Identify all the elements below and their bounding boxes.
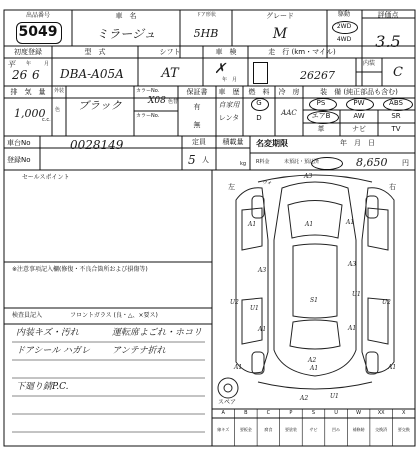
- category-value: 自家用: [218, 101, 240, 109]
- recycle-unit: 円: [402, 159, 409, 167]
- damage-mark-14: U2: [382, 299, 391, 306]
- diagram-left-label: 左: [228, 183, 235, 191]
- glass-label: フロントガラス (良・△、×要ス): [70, 312, 158, 319]
- legend-code: X: [402, 410, 406, 416]
- spare-label: スペア: [218, 399, 237, 406]
- legend-description: 要塗装: [284, 427, 297, 432]
- legend-code: U: [334, 410, 338, 416]
- inspector-note-1: 内装キズ・汚れ: [16, 328, 79, 338]
- equip-tv: TV: [391, 125, 401, 133]
- drive-4wd: 4WD: [336, 36, 352, 43]
- capacity-unit: 人: [202, 156, 209, 164]
- mileage-value: 26267: [300, 69, 335, 82]
- legend-description: 線キズ: [217, 427, 230, 432]
- legend-code: A: [221, 410, 225, 416]
- legend-code: S: [311, 410, 316, 416]
- damage-mark-2: A3: [304, 173, 313, 180]
- fuel-diesel: D: [256, 114, 262, 122]
- recycle-status: 未預託・預託済: [284, 159, 320, 165]
- legend-description: 腐食: [264, 427, 273, 432]
- model-label: 型 式: [84, 48, 106, 56]
- legend-description: 要板金: [239, 427, 252, 432]
- door-label: ドア形状: [196, 12, 216, 18]
- recycle-status-circle: [311, 157, 343, 170]
- damage-mark-12: A1: [258, 326, 267, 333]
- colorno-label: カラーNo.: [136, 88, 160, 94]
- score-value: 3.5: [375, 32, 401, 51]
- month-unit: 月: [44, 61, 50, 67]
- equip-navi: ナビ: [352, 125, 366, 133]
- damage-mark-10: S1: [310, 297, 318, 304]
- legend-description: 要交換: [397, 427, 410, 432]
- equip-airbag: エアB: [311, 112, 331, 120]
- load-label: 積載量: [222, 138, 244, 146]
- damage-mark-15: A1: [234, 364, 243, 371]
- legend-code: B: [244, 410, 248, 416]
- equip-sr: SR: [391, 112, 401, 120]
- exterior-label: 外装: [54, 88, 65, 94]
- legend-code: XX: [377, 410, 385, 416]
- inspector-note-3: 下廻り錆P.C.: [16, 382, 69, 392]
- mileage-checkbox: [253, 62, 268, 84]
- color-value: ブラック: [78, 99, 122, 112]
- inspector-note-right-1: 運転席よごれ・ホコリ: [112, 328, 203, 338]
- damage-mark-5: A1: [346, 219, 355, 226]
- fuel-label: 燃 料: [248, 88, 270, 96]
- damage-mark-3: A1: [248, 221, 257, 228]
- displacement-value: 1,000: [14, 107, 46, 120]
- chassis-label: 車台No: [7, 139, 31, 147]
- damage-mark-8: U2: [230, 299, 239, 306]
- capacity-label: 定員: [192, 138, 206, 146]
- diagram-right-label: 右: [389, 183, 396, 191]
- repaint-label: 色替: [168, 99, 179, 105]
- warranty-label: 保証書: [186, 88, 208, 96]
- car-diagram: [218, 175, 397, 398]
- damage-mark-11: A2: [308, 357, 317, 364]
- load-unit: kg: [240, 161, 247, 167]
- damage-mark-20: U1: [330, 393, 339, 400]
- damage-mark-4: A1: [305, 221, 314, 228]
- legend-description: 補修跡: [352, 427, 365, 432]
- month-value: 6: [32, 68, 40, 82]
- inspector-note-right-2: アンテナ折れ: [112, 346, 166, 356]
- legend-code: W: [356, 410, 362, 416]
- inspection-value: ✗: [214, 61, 226, 77]
- warranty-no: 無: [193, 121, 201, 129]
- interior-label: 内装: [362, 60, 376, 67]
- lot-number: 5049: [18, 24, 58, 40]
- car-name-value: ミラージュ: [96, 27, 156, 41]
- damage-mark-9: U1: [250, 305, 259, 312]
- legend-code: P: [289, 410, 293, 416]
- mileage-label: 走 行 (km・マイル): [268, 48, 336, 56]
- ac-label: 冷 房: [278, 88, 300, 96]
- capacity-value: 5: [188, 153, 196, 167]
- score-label: 評価点: [377, 11, 399, 19]
- grade-value: M: [272, 26, 288, 42]
- equip-pw: PW: [353, 99, 365, 107]
- inspection-unit: 年 月: [222, 77, 238, 83]
- deadline-label: 名変期限: [256, 139, 288, 148]
- warranty-yes: 有: [193, 103, 201, 111]
- inspector-label: 検査員記入: [12, 312, 43, 319]
- inspector-note-2: ドアシール ハガレ: [16, 346, 91, 356]
- year-unit: 年: [26, 61, 32, 67]
- sales-points-label: セールスポイント: [22, 174, 70, 181]
- drive-2wd: 2WD: [336, 23, 352, 30]
- legend-description: 凹み: [332, 427, 341, 432]
- damage-mark-6: A3: [258, 267, 267, 274]
- damage-mark-16: A1: [388, 364, 397, 371]
- damage-mark-17: U1: [352, 291, 361, 298]
- model-value: DBA-A05A: [60, 67, 124, 81]
- chassis-value: 0028149: [70, 138, 124, 152]
- first-reg-label: 初度登録: [14, 48, 42, 56]
- legend-description: サビ: [309, 427, 318, 432]
- fuel-value: G: [256, 99, 262, 107]
- damage-mark-7: A3: [348, 261, 357, 268]
- recycle-label: R料金: [256, 159, 270, 165]
- colorno-value: X08: [148, 96, 166, 106]
- category-label: 車 歴: [218, 88, 240, 96]
- damage-mark-19: A2: [300, 395, 309, 402]
- equip-abs: ABS: [389, 99, 403, 107]
- color-label: 色: [55, 107, 61, 113]
- era-value: 平: [7, 60, 15, 69]
- shift-label: シフト: [159, 48, 181, 56]
- cc-unit: c.c.: [42, 117, 51, 123]
- door-value: 5HB: [193, 27, 219, 40]
- equipment-label: 装 備 (純正部品も含む): [320, 88, 398, 96]
- interior-colorno-label: カラーNo.: [136, 113, 160, 119]
- grade-label: グレード: [266, 12, 294, 20]
- displacement-label: 排 気 量: [10, 88, 46, 96]
- deadline-unit: 年 月 日: [340, 139, 375, 147]
- ac-value: AAC: [281, 109, 297, 117]
- legend-description: 交換済: [375, 427, 388, 432]
- equip-aw: AW: [353, 112, 365, 120]
- notes-label: ※注意事項記入欄(修復・不良合箇所および損傷等): [12, 266, 148, 273]
- equip-leather: 革: [317, 125, 325, 133]
- damage-mark-1: ウォ: [262, 180, 272, 186]
- damage-mark-13: A1: [348, 325, 357, 332]
- lot-label: 出品番号: [25, 12, 51, 19]
- car-name-label: 車 名: [115, 12, 137, 20]
- drive-label: 駆動: [337, 11, 351, 18]
- rental-option: レンタ: [218, 114, 240, 122]
- shift-value: AT: [161, 66, 179, 81]
- inspection-label: 車 検: [215, 48, 237, 56]
- year-value: 26: [12, 68, 28, 82]
- damage-mark-18: A1: [310, 365, 319, 372]
- equip-ps: PS: [316, 99, 326, 107]
- regno-label: 登録No: [7, 156, 31, 164]
- interior-value: C: [393, 65, 403, 80]
- legend-code: C: [266, 410, 271, 416]
- recycle-value: 8,650: [356, 156, 388, 169]
